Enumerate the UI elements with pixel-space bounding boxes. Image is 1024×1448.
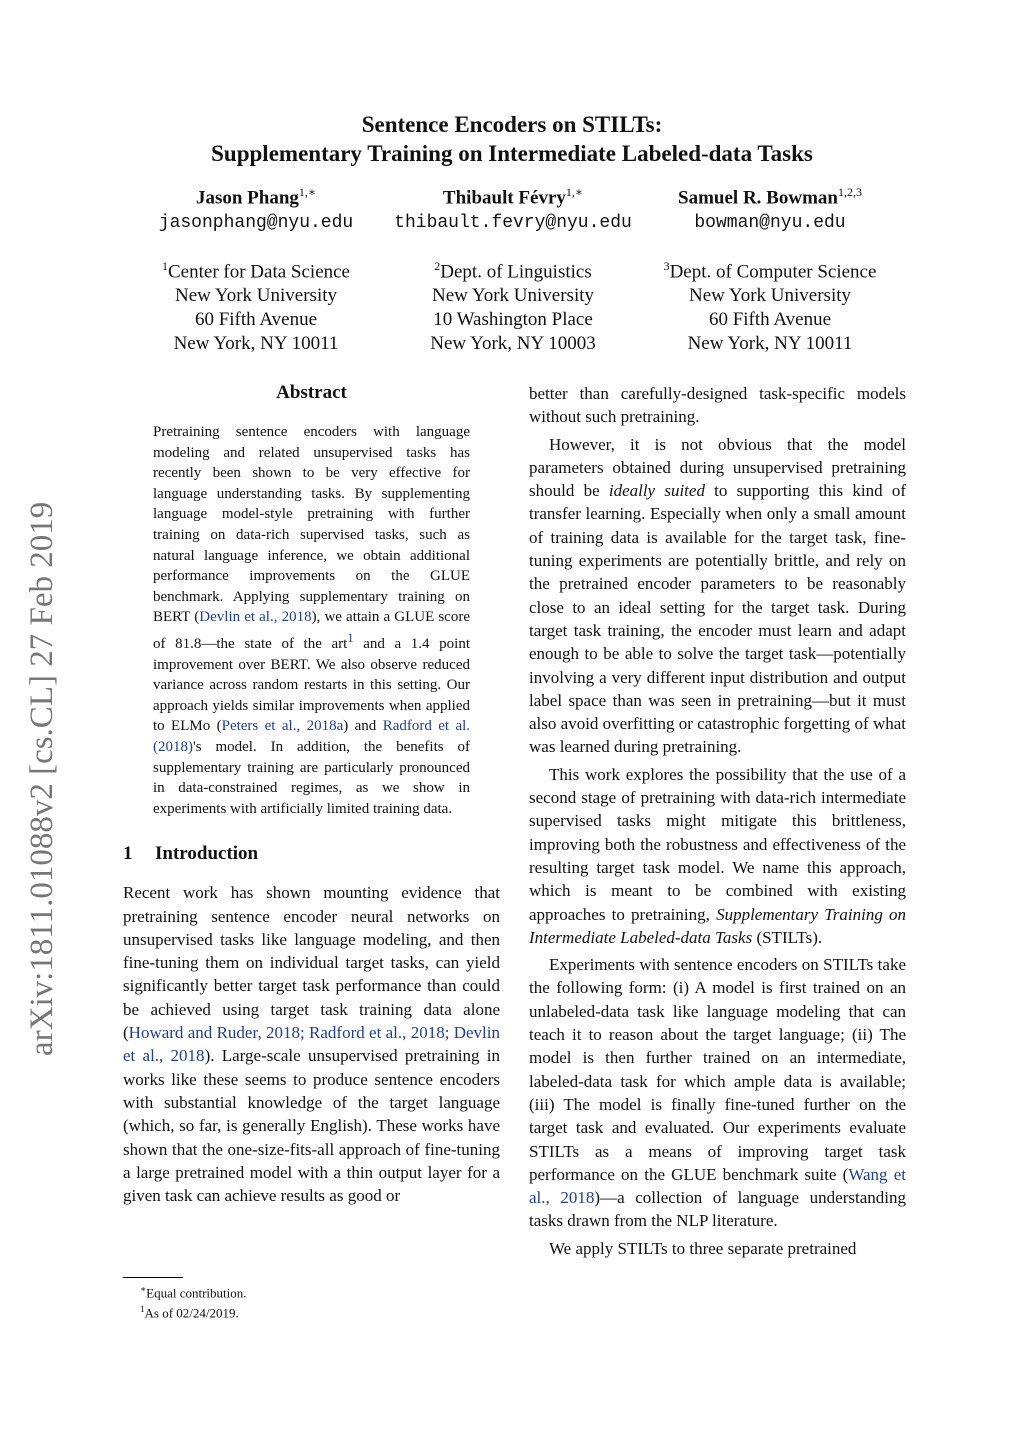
affiliation-mark: 1 bbox=[162, 259, 168, 273]
abstract-span: Pretraining sentence encoders with language modeling and related unsupervised tasks has recently been shown to be very effective for language understanding tasks. By supplementing language model-style pretraining with further training on data-rich supervised tasks, such as natural language inference, we obtain additional performance improvements on the GLUE benchmark. Applying supplementary training on BERT ( bbox=[153, 424, 470, 626]
affiliation-line: New York, NY 10011 bbox=[173, 333, 339, 355]
footnote-mark: ∗ bbox=[140, 1284, 147, 1294]
affiliation-line: 60 Fifth Avenue bbox=[194, 309, 318, 331]
section-number: 1 bbox=[123, 843, 133, 865]
citation-link[interactable]: Radford et al. (2018) bbox=[153, 718, 471, 755]
body-span: This work explores the possibility that the use of a second stage of pretraining with data-rich intermediate supervised tasks might mitigate this brittleness, improving both the robustness and effectiveness of the resulting target task model. We name this approach, which is meant to be combined with existing approaches to pretraining, bbox=[529, 764, 906, 924]
paragraph-stilts-intro bbox=[529, 763, 906, 949]
abstract-span: ) and bbox=[343, 718, 383, 735]
affiliation-2 bbox=[383, 254, 643, 356]
right-column bbox=[529, 382, 906, 1260]
author-email[interactable]: thibault.fevry@nyu.edu bbox=[394, 213, 632, 234]
affiliation-mark: 3 bbox=[663, 259, 670, 273]
author-email[interactable]: jasonphang@nyu.edu bbox=[158, 213, 354, 234]
affiliation-3 bbox=[640, 254, 900, 356]
author-marks: 1,∗ bbox=[298, 185, 317, 199]
affiliation-line: 10 Washington Place bbox=[433, 309, 593, 331]
left-column bbox=[123, 382, 500, 1207]
affiliation-line: Dept. of Linguistics bbox=[440, 261, 592, 283]
author-name: Samuel R. Bowman bbox=[678, 187, 838, 209]
abstract-span: 's model. In addition, the benefits of supplementary training are particularly pronounced in data-constrained regimes, as we show in experiments with artificially limited training data. bbox=[153, 738, 470, 817]
footnote-ref[interactable]: 1 bbox=[347, 630, 354, 645]
affiliation-line: 60 Fifth Avenue bbox=[708, 309, 832, 331]
affiliation-line: New York, NY 10003 bbox=[430, 333, 596, 355]
footnote-equal bbox=[140, 1281, 247, 1301]
affiliation-line: Dept. of Computer Science bbox=[669, 261, 877, 283]
author-name: Thibault Févry bbox=[442, 187, 566, 209]
citation-link[interactable]: Devlin et al., 2018 bbox=[199, 609, 312, 626]
footnote-date bbox=[140, 1301, 247, 1321]
emphasis: ideally suited bbox=[608, 481, 705, 501]
intro-paragraph-1 bbox=[123, 881, 500, 1207]
paragraph-experiments bbox=[529, 953, 906, 1233]
author-fevry bbox=[383, 180, 643, 236]
abstract-span: and a 1.4 point improvement over BERT. We also observe reduced variance across random restarts in this setting. Our approach yields similar improvements when applied to ELMo ( bbox=[153, 635, 471, 735]
affiliation-line: New York University bbox=[688, 285, 852, 307]
author-marks: 1,∗ bbox=[565, 185, 584, 199]
abstract-text bbox=[153, 422, 470, 819]
author-name: Jason Phang bbox=[195, 187, 299, 209]
footnote-divider bbox=[123, 1277, 183, 1278]
body-span: ). Large-scale unsupervised pretraining in works like these seems to produce sentence encoders with substantial knowledge of the target language (which, so far, is generally English). These works have shown that the one-size-fits-all approach of fine-tuning a large pretrained model with a thin output layer for a given task can achieve results as good or bbox=[123, 1046, 500, 1206]
footnote-text: As of 02/24/2019. bbox=[144, 1305, 239, 1321]
abstract-heading: Abstract bbox=[276, 382, 347, 403]
section-heading-introduction bbox=[123, 843, 500, 865]
abstract-span: ), we attain a GLUE score of 81.8—the state of the art bbox=[153, 609, 470, 652]
footnote-text: Equal contribution. bbox=[146, 1285, 247, 1301]
citation-link[interactable]: Peters et al., 2018a bbox=[221, 718, 344, 735]
author-phang bbox=[126, 180, 386, 236]
author-marks: 1,2,3 bbox=[837, 185, 862, 199]
footnotes bbox=[140, 1281, 247, 1322]
affiliation-line: Center for Data Science bbox=[168, 261, 350, 283]
body-span: to supporting this kind of transfer learning. Especially when only a small amount of training data is available for the target task, fine-tuning experiments are potentially brittle, and rely on the pretrained encoder parameters to be reasonably close to an ideal setting for the target task. During target task training, the encoder must learn and adapt enough to be able to solve the target task—potentially involving a very different input distribution and output label space than was seen in pretraining—but it must also avoid overfitting or catastrophic forgetting of what was learned during pretraining. bbox=[529, 481, 906, 757]
affiliation-line: New York University bbox=[174, 285, 338, 307]
citation-link[interactable]: Howard and Ruder, 2018; Radford et al., 2018; Devlin et al., 2018 bbox=[123, 1023, 500, 1066]
body-span: Experiments with sentence encoders on STILTs take the following form: (i) A model is first trained on an unlabeled-data task like language modeling that can teach it to reason about the target language; (ii) The model is then further trained on an intermediate, labeled-data task for which ample data is available; (iii) The model is finally fine-tuned further on the target task and evaluated. Our experiments evaluate STILTs as a means of improving target task performance on the GLUE benchmark suite ( bbox=[529, 955, 906, 1184]
affiliation-1 bbox=[126, 254, 386, 356]
arxiv-identifier: arXiv:1811.01088v2 [cs.CL] 27 Feb 2019 bbox=[24, 501, 60, 1056]
author-email[interactable]: bowman@nyu.edu bbox=[694, 213, 846, 234]
paragraph-brittleness bbox=[529, 433, 906, 759]
emphasis: Supplementary Training on Intermediate Labeled-data Tasks bbox=[529, 904, 907, 947]
body-span: )—a collection of language understanding tasks drawn from the NLP literature. bbox=[529, 1188, 906, 1231]
section-title: Introduction bbox=[155, 843, 259, 865]
paragraph-continued: better than carefully-designed task-specific models without such pretraining. bbox=[529, 384, 906, 427]
title-line-1: Sentence Encoders on STILTs: bbox=[361, 112, 663, 137]
affiliation-line: New York, NY 10011 bbox=[687, 333, 853, 355]
footnote-mark: 1 bbox=[140, 1304, 145, 1315]
citation-link[interactable]: Wang et al., 2018 bbox=[529, 1164, 907, 1208]
title-line-2: Supplementary Training on Intermediate Labeled-data Tasks bbox=[211, 141, 813, 166]
paragraph-apply: We apply STILTs to three separate pretrained bbox=[549, 1238, 857, 1258]
body-span: Recent work has shown mounting evidence that pretraining sentence encoder neural networks on unsupervised tasks like language modeling, and then fine-tuning them on individual target tasks, can yield significantly better target task performance than could be achieved using target task training data alone ( bbox=[123, 883, 500, 1043]
body-span: However, it is not obvious that the model parameters obtained during unsupervised pretraining should be bbox=[529, 434, 906, 501]
body-span: (STILTs). bbox=[752, 927, 823, 947]
affiliation-mark: 2 bbox=[434, 259, 441, 273]
author-bowman bbox=[640, 180, 900, 236]
affiliation-line: New York University bbox=[431, 285, 595, 307]
paper-title bbox=[0, 110, 1024, 168]
